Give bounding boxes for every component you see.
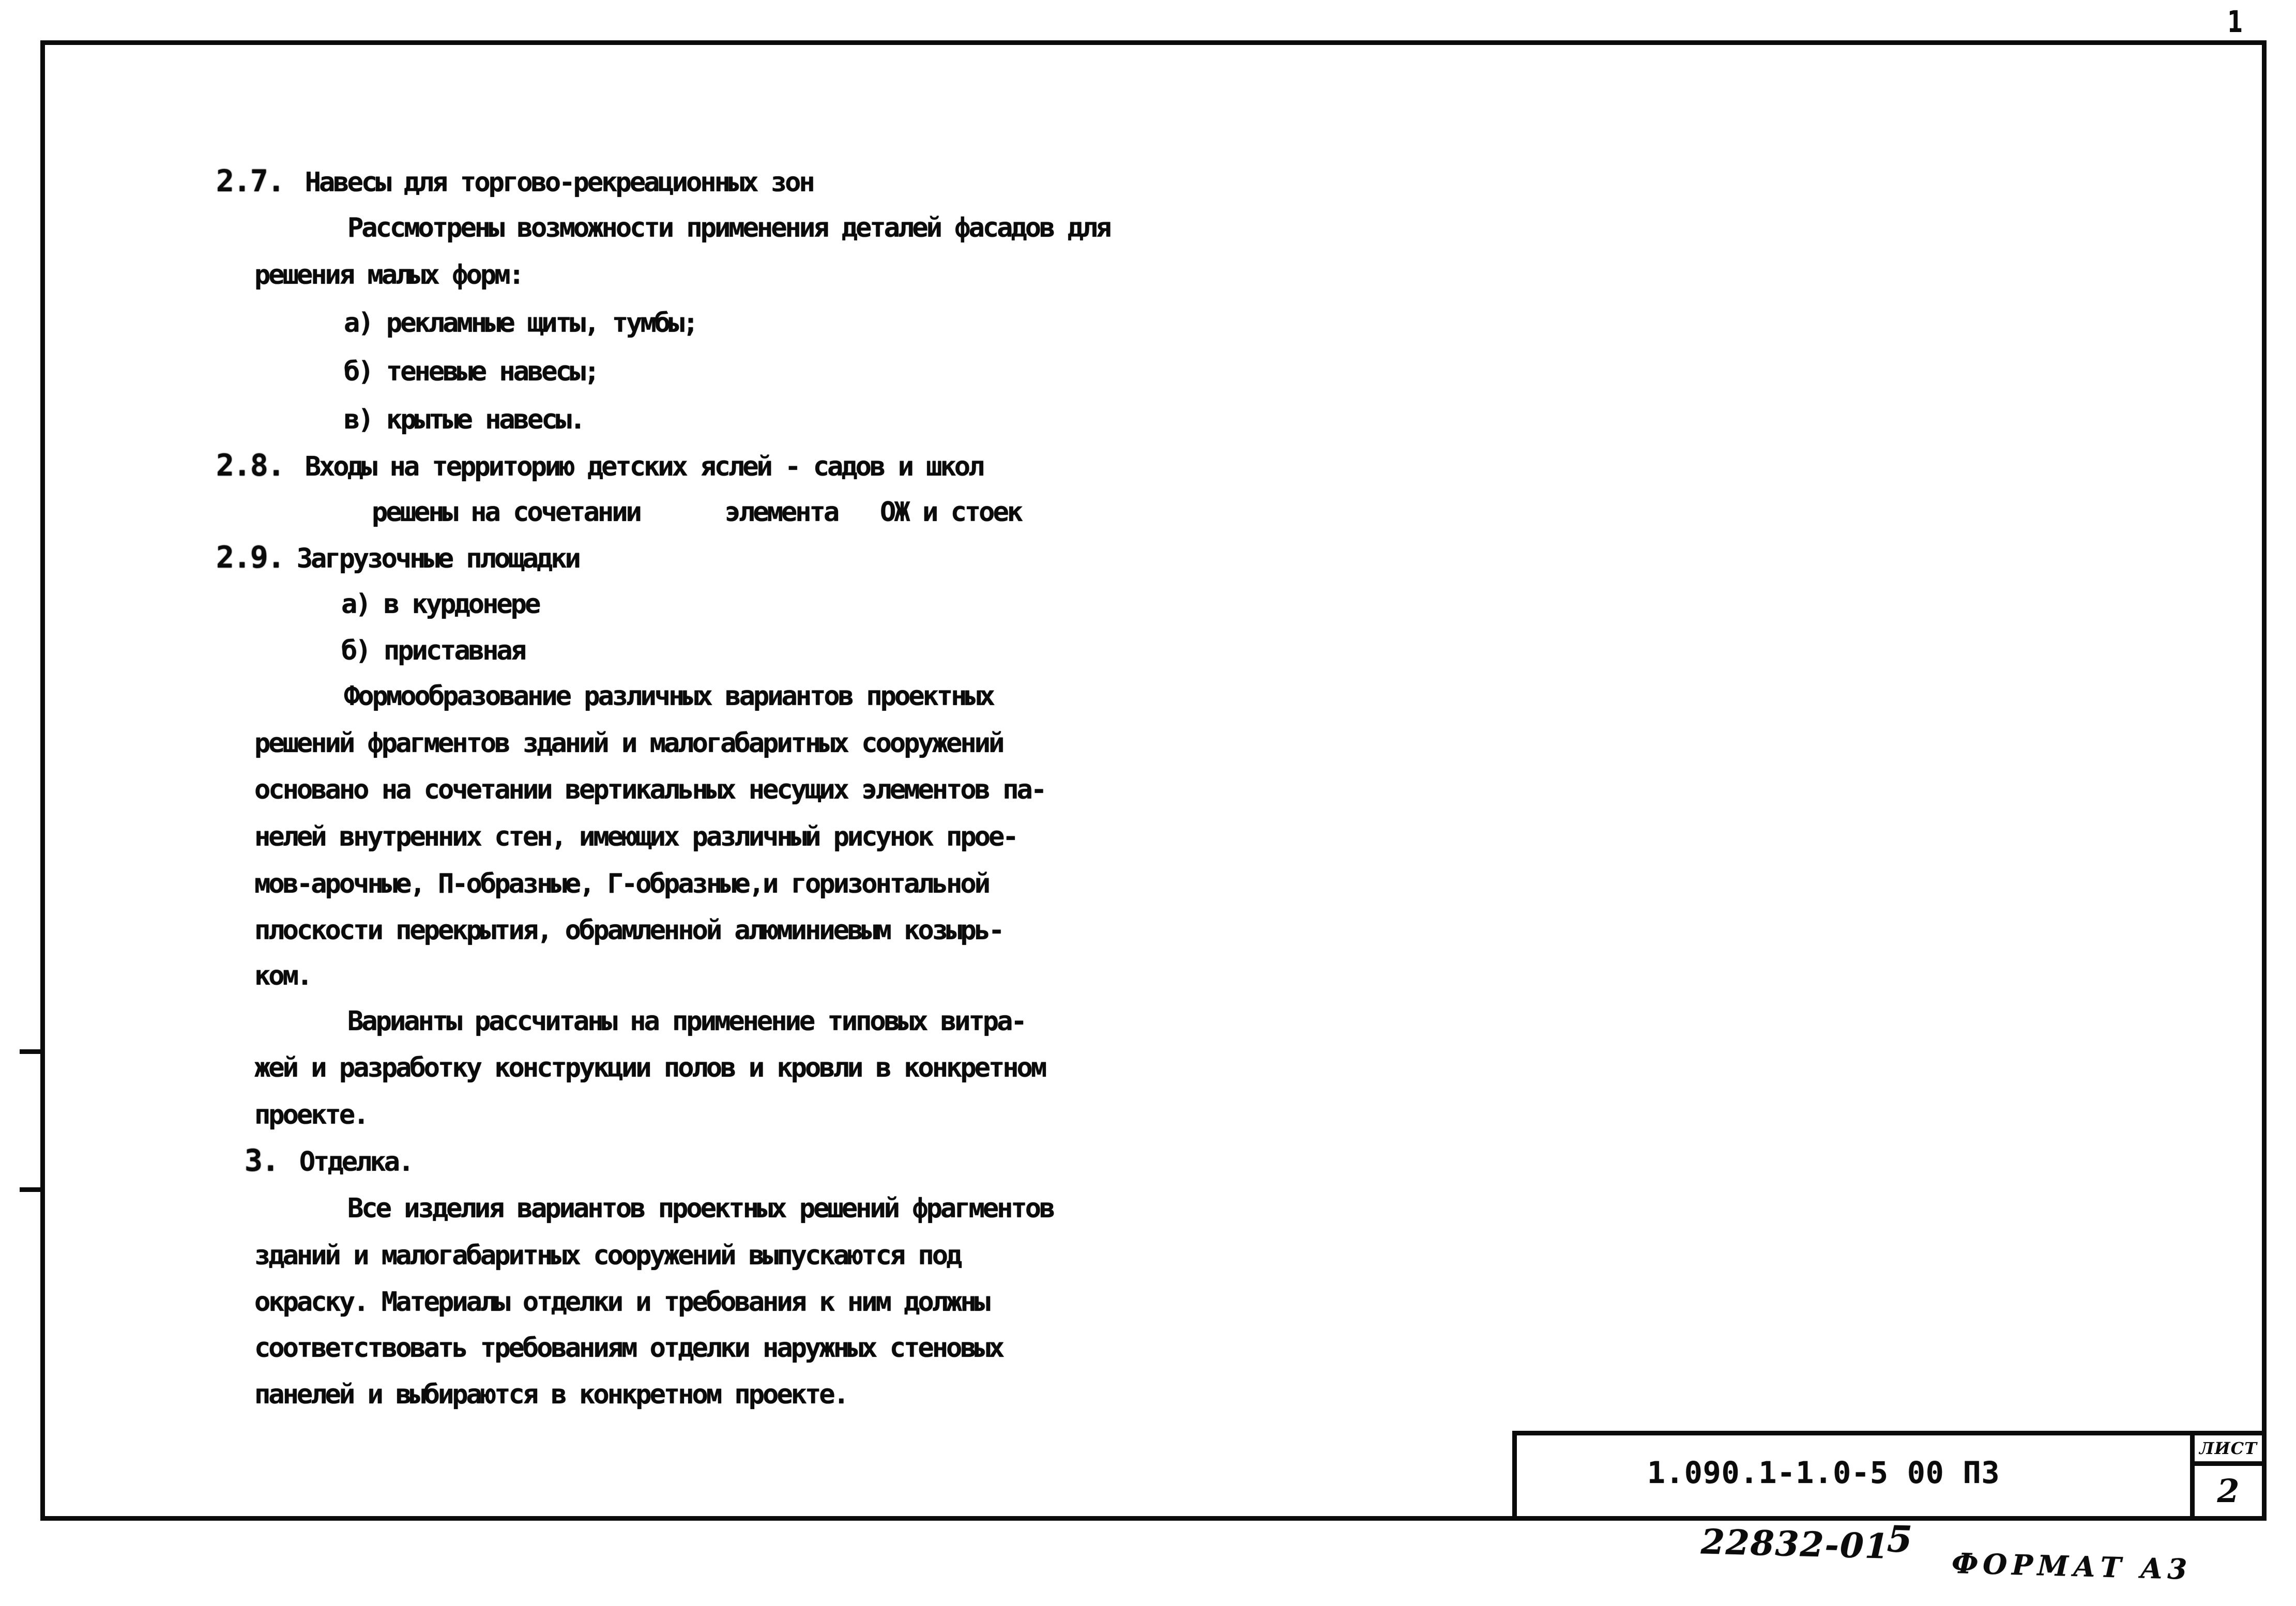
- section-heading: 3. Отделка.: [245, 1143, 413, 1178]
- section-number: 2.7.: [216, 163, 284, 198]
- list-item: в) крытые навесы.: [344, 404, 584, 435]
- list-item: б) приставная: [341, 635, 525, 666]
- document-designation: 1.090.1-1.0-5 00 ПЗ: [1647, 1455, 2000, 1490]
- left-fold-mark-lower: [20, 1187, 45, 1192]
- text-line: Варианты рассчитаны на применение типовых витра-: [347, 1006, 1025, 1037]
- section-number: 2.9.: [216, 540, 284, 575]
- section-heading: 2.8. Входы на территорию детских яслей - садов и школ: [216, 448, 983, 483]
- text-line: Рассмотрены возможности применения деталей фасадов для: [347, 212, 1110, 243]
- designation-cell: [1517, 1435, 2190, 1516]
- title-block: [1512, 1431, 2267, 1521]
- sheet-label: ЛИСТ: [2195, 1435, 2262, 1466]
- handwritten-inventory-number: 22832-01: [1700, 1521, 1890, 1567]
- handwritten-format-note: ФОРМАТ А3: [1951, 1546, 2192, 1586]
- text-line: плоскости перекрытия, обрамленной алюминиевым козырь-: [254, 915, 1003, 946]
- text-line: Все изделия вариантов проектных решений фрагментов: [347, 1193, 1054, 1224]
- left-fold-mark-upper: [20, 1049, 45, 1054]
- text-line: решения малых форм:: [254, 259, 523, 290]
- text-line: ком.: [254, 960, 311, 991]
- sheet-column: [2190, 1435, 2262, 1516]
- text-line: жей и разработку конструкции полов и кровли в конкретном: [254, 1052, 1045, 1083]
- text-line: соответствовать требованиям отделки наружных стеновых: [254, 1333, 1003, 1364]
- list-item: б) теневые навесы;: [344, 356, 598, 387]
- text-line: окраску. Материалы отделки и требования к ним должны: [254, 1287, 989, 1318]
- text-line: основано на сочетании вертикальных несущих элементов па-: [254, 774, 1045, 805]
- text-line: мов-арочные, П-образные, Г-образные,и горизонтальной: [254, 868, 989, 899]
- text-line: панелей и выбираются в конкретном проекте.: [254, 1379, 847, 1410]
- text-line: зданий и малогабаритных сооружений выпускаются под: [254, 1240, 961, 1271]
- sheet-number: 2: [2217, 1472, 2240, 1510]
- section-number: 3.: [245, 1143, 279, 1178]
- text-line: проекте.: [254, 1099, 368, 1130]
- text-line: решены на сочетании элемента ОЖ и стоек: [372, 497, 1022, 528]
- section-heading: 2.7. Навесы для торгово-рекреационных зон: [216, 163, 813, 198]
- section-heading: 2.9. Загрузочные площадки: [216, 540, 579, 575]
- text-line: нелей внутренних стен, имеющих различный рисунок прое-: [254, 821, 1017, 852]
- page-tick-mark: 1: [2227, 4, 2243, 39]
- text-line: Формообразование различных вариантов проектных: [344, 681, 994, 712]
- handwritten-sheet-note: 5: [1886, 1517, 1913, 1561]
- section-number: 2.8.: [216, 448, 284, 483]
- list-item: а) рекламные щиты, тумбы;: [344, 308, 697, 339]
- list-item: а) в курдонере: [341, 589, 539, 620]
- text-line: решений фрагментов зданий и малогабаритных сооружений: [254, 728, 1003, 759]
